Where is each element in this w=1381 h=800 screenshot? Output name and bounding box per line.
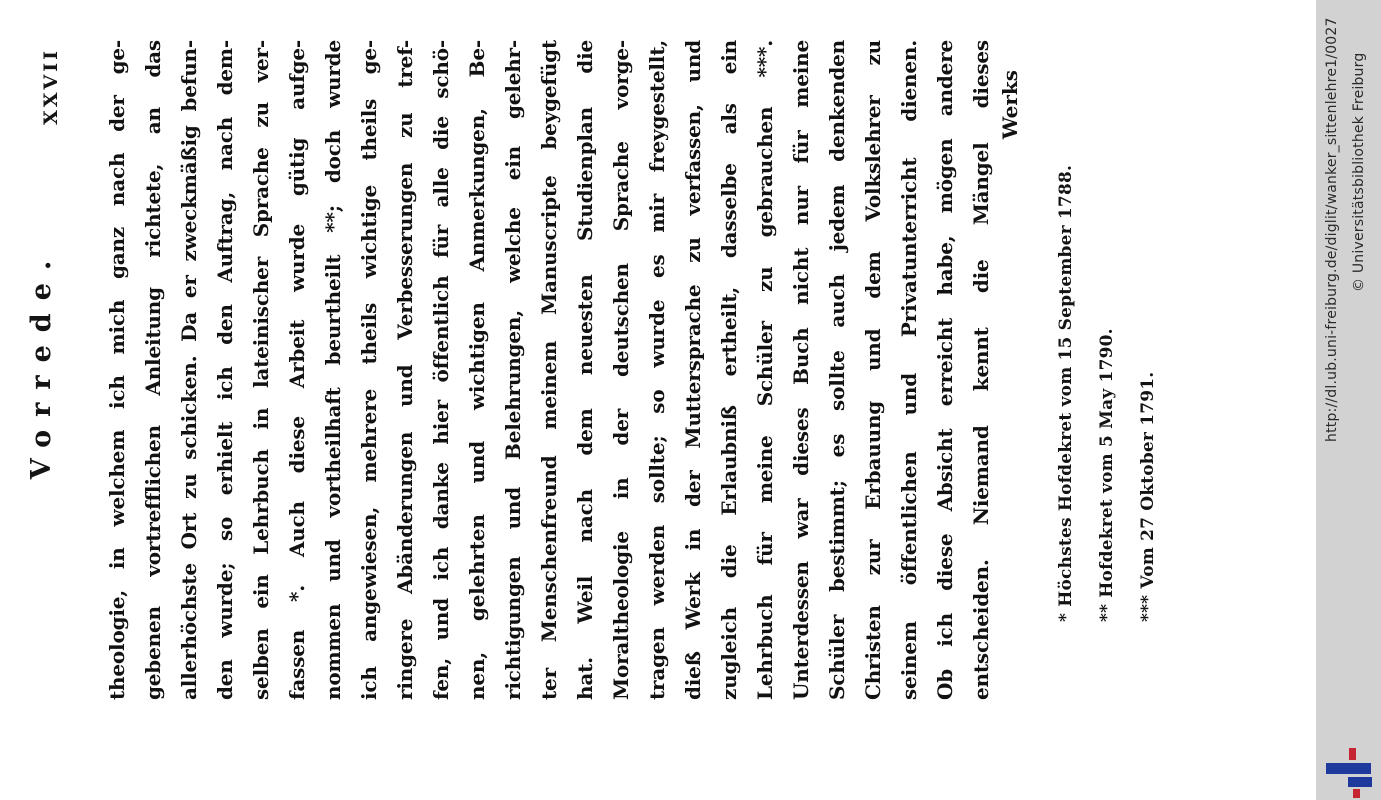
text-line: Schüler bestimmt; es sollte auch jedem denkenden (825, 40, 849, 700)
text-line: gebenen vortrefflichen Anleitung richtete, an das (141, 40, 165, 700)
logo-red-square-top (1349, 748, 1356, 760)
body-text (99, 40, 999, 700)
text-line: Ob ich diese Absicht erreicht habe, mögen andere (933, 40, 957, 700)
text-line: tragen werden sollte; so wurde es mir freygestellt, (645, 40, 669, 700)
text-line: Lehrbuch für meine Schüler zu gebrauchen ***. (753, 40, 777, 700)
text-line: entscheiden. Niemand kennt die Mängel dieses (969, 40, 993, 700)
text-line: fassen *. Auch diese Arbeit wurde gütig aufge- (285, 40, 309, 700)
text-line: ringere Abänderungen und Verbesserungen zu tref- (393, 40, 417, 700)
text-line: ter Menschenfreund meinem Manuscripte beygefügt (537, 40, 561, 700)
text-line: fen, und ich danke hier öffentlich für alle die schö- (429, 40, 453, 700)
text-line: richtigungen und Belehrungen, welche ein gelehr- (501, 40, 525, 700)
image-url-label: http://dl.ub.uni-freiburg.de/diglit/wanker_sittenlehre1/0027 (1324, 17, 1340, 442)
text-line: zugleich die Erlaubniß ertheilt, dasselbe als ein (717, 40, 741, 700)
footnote: ** Hofdekret vom 5 May 1790. (1097, 328, 1117, 622)
text-line: allerhöchste Ort zu schicken. Da er zweckmäßig befun- (177, 40, 201, 700)
text-line: nen, gelehrten und wichtigen Anmerkungen, Be- (465, 40, 489, 700)
text-line: Unterdessen war dieses Buch nicht nur für meine (789, 40, 813, 700)
text-line: dieß Werk in der Muttersprache zu verfassen, und (681, 40, 705, 700)
text-line: den wurde; so erhielt ich den Auftrag, nach dem- (213, 40, 237, 700)
text-line: seinem öffentlichen und Privatunterricht dienen. (897, 40, 921, 700)
logo-blue-bar-short (1348, 777, 1372, 787)
page-header (26, 40, 90, 700)
footnotes (1046, 40, 1169, 622)
text-line: theologie, in welchem ich mich ganz nach der ge- (105, 40, 129, 700)
text-line: selben ein Lehrbuch in lateinischer Sprache zu ver- (249, 40, 273, 700)
page-number: XXVII (40, 48, 62, 126)
catchword: Werks (998, 70, 1022, 140)
text-line: Moraltheologie in der deutschen Sprache vorge- (609, 40, 633, 700)
ub-freiburg-logo (1316, 740, 1381, 800)
text-line: hat. Weil nach dem neuesten Studienplan die (573, 40, 597, 700)
page-title: Vorrede. (26, 247, 57, 480)
text-line: nommen und vortheilhaft beurtheilt **; doch wurde (321, 40, 345, 700)
text-line: ich angewiesen, mehrere theils wichtige theils ge- (357, 40, 381, 700)
text-line: Christen zur Erbauung und dem Volkslehrer zu (861, 40, 885, 700)
logo-blue-bar-long (1326, 763, 1371, 774)
copyright-label: © Universitätsbibliothek Freiburg (1351, 52, 1367, 292)
footnote: * Höchstes Hofdekret vom 15 September 1788. (1056, 164, 1076, 622)
logo-red-square-bottom (1353, 789, 1360, 798)
metadata-strip (1316, 0, 1381, 800)
footnote: *** Vom 27 Oktober 1791. (1138, 371, 1158, 622)
